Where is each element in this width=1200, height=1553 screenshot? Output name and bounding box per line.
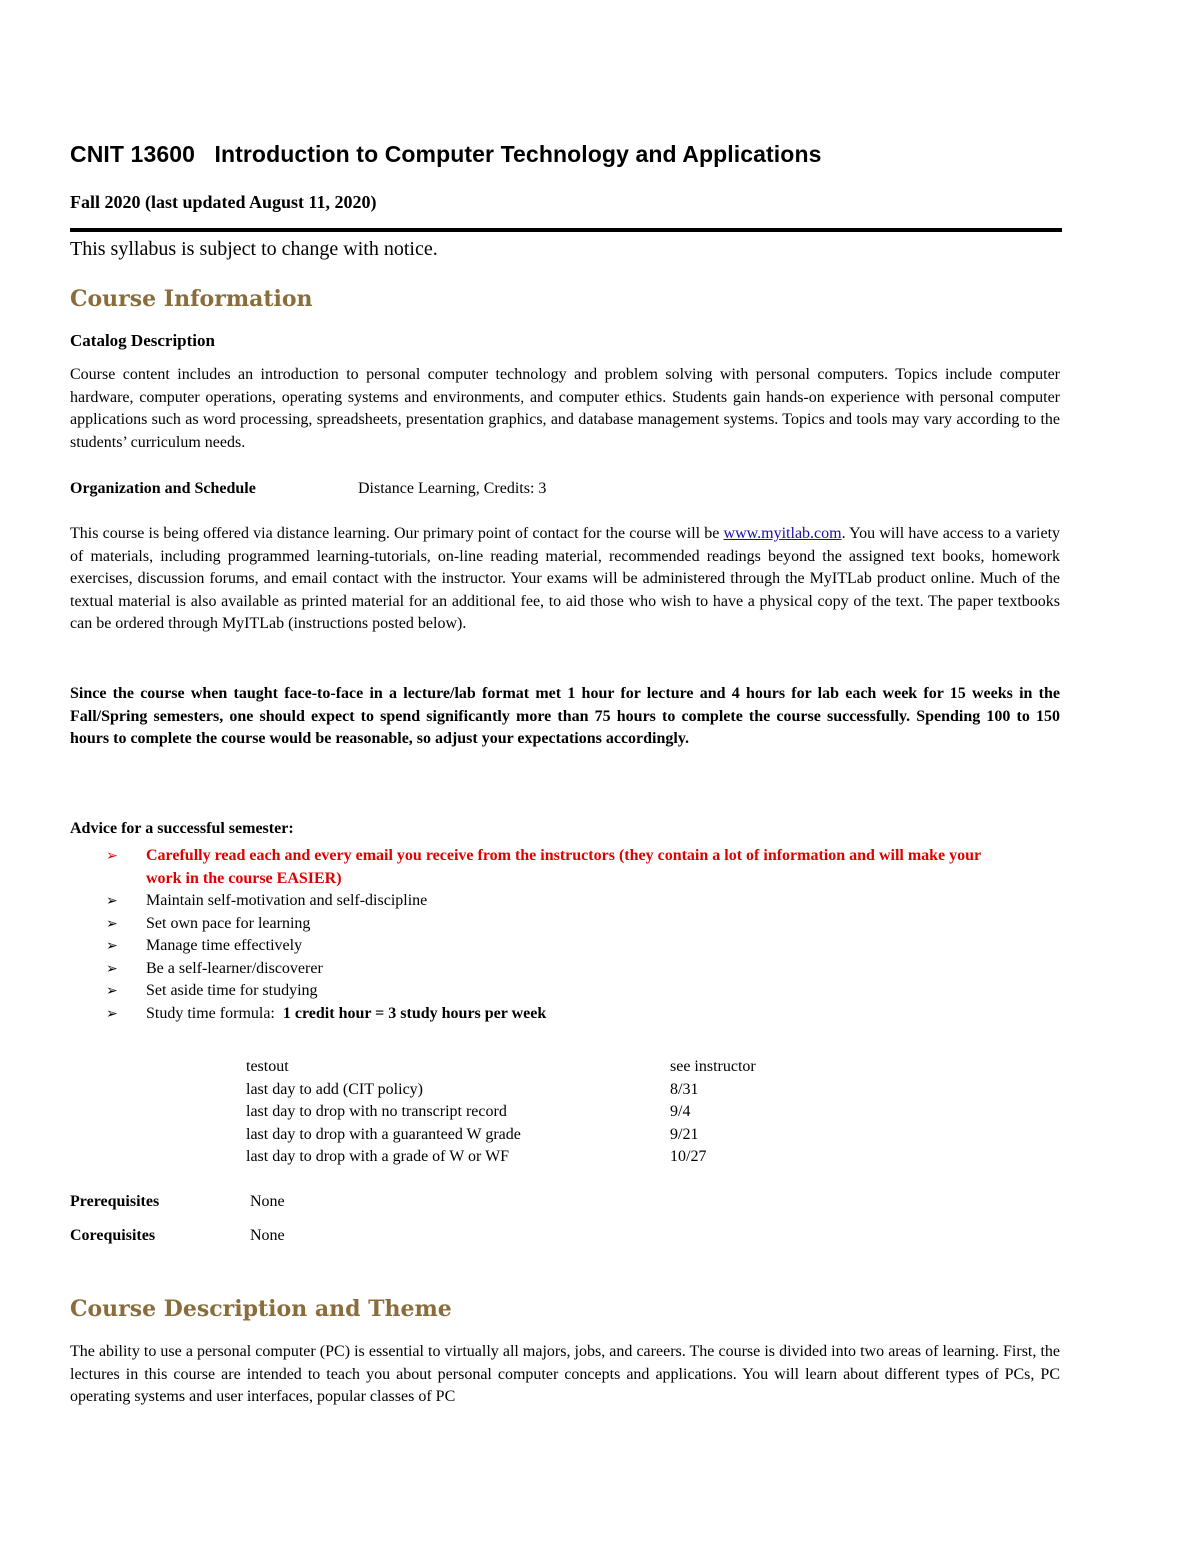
table-row: last day to drop with no transcript record 9/4 <box>246 1103 691 1121</box>
advice-list <box>106 845 1006 1025</box>
distance-learning-text <box>70 523 1060 636</box>
table-row: last day to drop with a guaranteed W grade 9/21 <box>246 1125 699 1143</box>
arrow-bullet-icon: ➢ <box>106 960 118 977</box>
list-item: ➢ Be a self-learner/discoverer <box>106 958 1006 981</box>
organization-value: Distance Learning, Credits: 3 <box>358 480 547 497</box>
list-item: ➢ Study time formula: 1 credit hour = 3 study hours per week <box>106 1003 1006 1026</box>
list-item: ➢ Carefully read each and every email you receive from the instructors (they contain a lot of information and will make your work in the course EASIER) <box>106 847 981 887</box>
corequisites-value: None <box>250 1227 285 1244</box>
distance-text-before: This course is being offered via distance learning. Our primary point of contact for the course will be <box>70 525 724 542</box>
table-row: last day to drop with a grade of W or WF 10/27 <box>246 1148 707 1166</box>
list-item: ➢ Set aside time for studying <box>106 980 1006 1003</box>
course-information-heading: Course Information <box>70 286 313 312</box>
course-title: CNIT 13600 Introduction to Computer Technology and Applications <box>70 141 822 167</box>
study-formula: 1 credit hour = 3 study hours per week <box>282 1004 547 1022</box>
prerequisites-row <box>70 1193 285 1211</box>
organization-label: Organization and Schedule <box>70 480 256 497</box>
divider-rule <box>70 228 1062 232</box>
syllabus-notice: This syllabus is subject to change with notice. <box>70 238 438 260</box>
arrow-bullet-icon: ➢ <box>106 915 118 932</box>
advice-title: Advice for a successful semester: <box>70 820 294 837</box>
prerequisites-value: None <box>250 1193 285 1210</box>
arrow-bullet-icon: ➢ <box>106 1005 118 1022</box>
corequisites-label: Corequisites <box>70 1227 156 1244</box>
catalog-description-text: Course content includes an introduction to personal computer technology and problem solving with personal computers. Topics include computer hardware, computer operations, operating systems and environments, and computer ethics. Students gain hands-on experience with personal computer applications such as word processing, spreadsheets, presentation graphics, and database management systems. Topics and tools may vary according to the students’ curriculum needs. <box>70 366 1060 451</box>
important-dates-table <box>246 1058 756 1171</box>
course-description-heading: Course Description and Theme <box>70 1296 452 1322</box>
arrow-bullet-icon: ➢ <box>106 893 118 909</box>
myitlab-link[interactable]: www.myitlab.com <box>723 525 842 542</box>
prerequisites-label: Prerequisites <box>70 1193 160 1210</box>
time-expectation-text: Since the course when taught face-to-face in a lecture/lab format met 1 hour for lecture and 4 hours for lab each week for 15 weeks in the Fall/Spring semesters, one should expect to spend significantly more than 75 hours to complete the course successfully. Spending 100 to 150 hours to complete the course would be reasonable, so adjust your expectations accordingly. <box>70 685 1060 747</box>
organization-schedule <box>70 480 546 498</box>
arrow-bullet-icon: ➢ <box>106 848 118 864</box>
distance-text-after: . You will have access to a variety of materials, including programmed learning-tutorials, on-line reading material, recommended readings beyond the assigned text books, homework exercises, discussion forums, and email contact with the instructor. Your exams will be administered through the MyITLab product online. Much of the textual material is also available as printed material for an additional fee, to aid those who wish to have a physical copy of the text. The paper textbooks can be ordered through MyITLab (instructions posted below). <box>70 525 1061 632</box>
list-item: ➢ Manage time effectively <box>106 935 1006 958</box>
catalog-description-heading: Catalog Description <box>70 331 215 350</box>
list-item: ➢ Maintain self-motivation and self-discipline <box>106 890 1006 913</box>
arrow-bullet-icon: ➢ <box>106 983 118 999</box>
arrow-bullet-icon: ➢ <box>106 938 118 954</box>
table-row: testout see instructor <box>246 1058 756 1075</box>
table-row: last day to add (CIT policy) 8/31 <box>246 1080 699 1098</box>
list-item: ➢ Set own pace for learning <box>106 913 1006 936</box>
term-updated: Fall 2020 (last updated August 11, 2020) <box>70 192 377 212</box>
course-description-text: The ability to use a personal computer (PC) is essential to virtually all majors, jobs, and careers. The course is divided into two areas of learning. First, the lectures in this course are intended to teach you about personal computer concepts and applications. You will learn about different types of PCs, PC operating systems and user interfaces, popular classes of PC <box>70 1343 1060 1405</box>
corequisites-row <box>70 1227 285 1245</box>
